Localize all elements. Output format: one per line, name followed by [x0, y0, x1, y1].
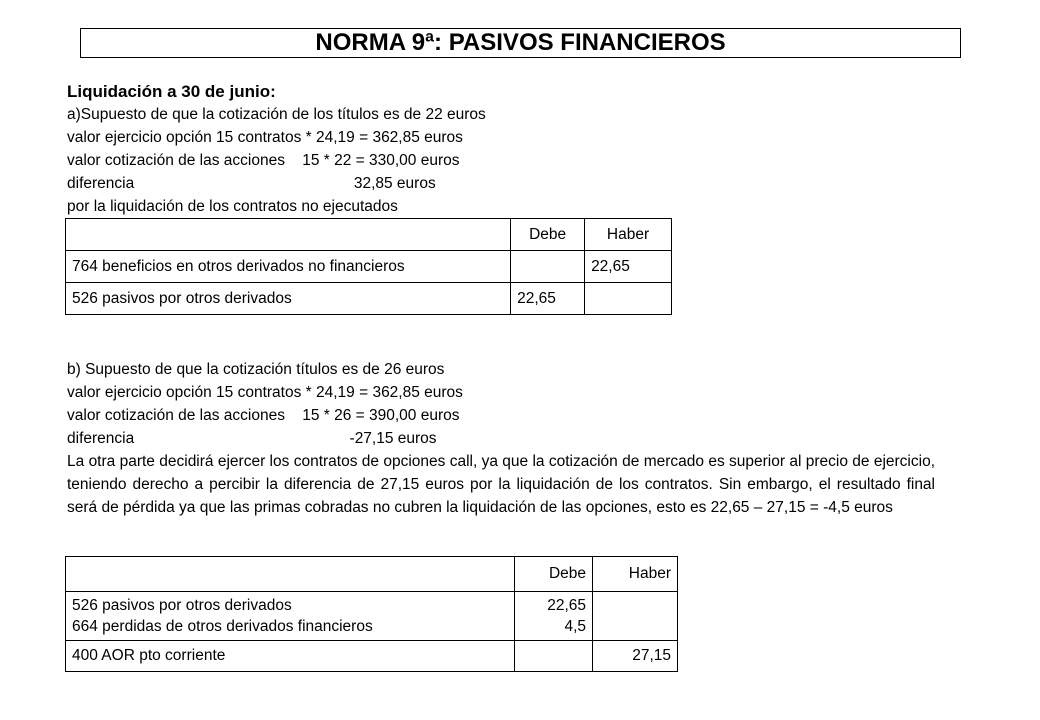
account-cell: 526 pasivos por otros derivados: [66, 283, 511, 315]
table-row: [66, 283, 672, 315]
table-header-cell: [66, 219, 511, 251]
table-header-haber: Haber: [585, 219, 672, 251]
debe-cell: 22,65: [511, 283, 585, 315]
table-header-haber: Haber: [593, 557, 678, 592]
section-b-line: diferencia -27,15 euros: [67, 430, 437, 447]
haber-cell: 27,15: [593, 641, 678, 672]
table-header-row: [66, 557, 678, 592]
haber-cell: [593, 592, 678, 641]
section-b-paragraph: La otra parte decidirá ejercer los contratos de opciones call, ya que la cotización de mercado es superior al precio de ejercicio, teniendo derecho a percibir la diferencia de 27,15 euros por la liquidación de los contratos. Sin embargo, el resultado final será de pérdida ya que las primas cobradas no cubren la liquidación de las opciones, esto es 22,65 – 27,15 = -4,5 euros: [67, 453, 935, 516]
page-title: NORMA 9ª: PASIVOS FINANCIEROS: [80, 28, 961, 58]
section-a-line: valor ejercicio opción 15 contratos * 24,19 = 362,85 euros: [67, 129, 463, 146]
debe-cell: [511, 251, 585, 283]
table-header-debe: Debe: [511, 219, 585, 251]
journal-table-b: [65, 556, 678, 672]
section-a-line: diferencia 32,85 euros: [67, 175, 436, 192]
section-b-line: b) Supuesto de que la cotización títulos es de 26 euros: [67, 361, 445, 378]
debe-cell: [515, 592, 593, 641]
section-b-line: valor ejercicio opción 15 contratos * 24,19 = 362,85 euros: [67, 384, 463, 401]
table-header-row: [66, 219, 672, 251]
table-row: [66, 641, 678, 672]
account-line: 664 perdidas de otros derivados financieros: [72, 618, 373, 635]
table-row: [66, 592, 678, 641]
section-b-text: [67, 358, 463, 450]
section-a-heading: Liquidación a 30 de junio:: [67, 82, 276, 101]
debe-cell: [515, 641, 593, 672]
account-cell: [66, 592, 515, 641]
journal-table-a: [65, 218, 672, 315]
debe-line: 22,65: [547, 597, 587, 614]
haber-cell: [585, 283, 672, 315]
section-a-line: a)Supuesto de que la cotización de los títulos es de 22 euros: [67, 106, 486, 123]
account-cell: 764 beneficios en otros derivados no financieros: [66, 251, 511, 283]
section-a-line: por la liquidación de los contratos no ejecutados: [67, 198, 398, 215]
table-header-cell: [66, 557, 515, 592]
debe-line: 4,5: [564, 618, 587, 635]
table-row: [66, 251, 672, 283]
haber-cell: 22,65: [585, 251, 672, 283]
account-cell: 400 AOR pto corriente: [66, 641, 515, 672]
section-a-text: [67, 80, 486, 218]
section-a-line: valor cotización de las acciones 15 * 22 = 330,00 euros: [67, 152, 460, 169]
table-header-debe: Debe: [515, 557, 593, 592]
section-b-line: valor cotización de las acciones 15 * 26 = 390,00 euros: [67, 407, 460, 424]
account-line: 526 pasivos por otros derivados: [72, 597, 292, 614]
